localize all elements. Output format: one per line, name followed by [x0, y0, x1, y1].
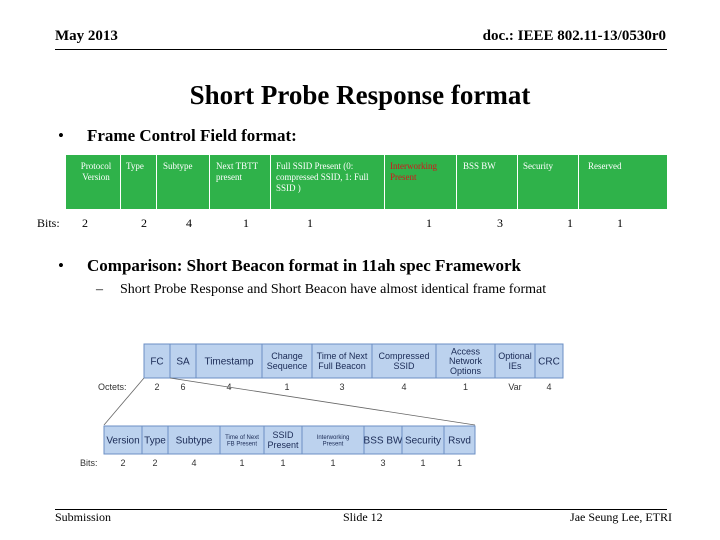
- bits-value: 1: [426, 216, 432, 230]
- fc-sub-field-label-security: Security: [404, 435, 442, 447]
- octets-value-fc: 2: [154, 382, 160, 392]
- bits-value: 2: [141, 216, 147, 230]
- fc-sub-bits-value-security: 1: [420, 458, 426, 468]
- frame-field-label-timestamp: Timestamp: [204, 356, 254, 368]
- frame-field-label-crc: CRC: [538, 356, 560, 368]
- bits-value: 1: [567, 216, 573, 230]
- octets-value-access-network-options: 1: [462, 382, 469, 392]
- fc-sub-field-label-rsvd: Rsvd: [448, 435, 471, 447]
- fc-sub-bits-label: Bits:: [80, 458, 98, 468]
- octets-value-time-of-next-full-beacon: 3: [339, 382, 345, 392]
- fc-sub-field-label-bss-bw: BSS BW: [363, 435, 403, 447]
- fc-sub-field-label-interworking-present: Interworking Present: [316, 434, 350, 448]
- octets-value-sa: 6: [180, 382, 186, 392]
- bits-value: 4: [186, 216, 192, 230]
- frame-field-label-fc: FC: [150, 356, 164, 368]
- fc-field-full-ssid: Full SSID Present (0: compressed SSID, 1: Full SSID ): [276, 161, 369, 193]
- octets-value-crc: 4: [546, 382, 552, 392]
- fc-sub-field-label-type: Type: [144, 435, 166, 447]
- frame-field-label-compressed-ssid: Compressed SSID: [378, 351, 430, 372]
- bits-label: Bits:: [37, 216, 60, 230]
- fc-field-protocol-version: Protocol Version: [80, 161, 112, 182]
- fc-sub-bits-value-time-of-next-fb-present: 1: [239, 458, 245, 468]
- frame-field-label-time-of-next-full-beacon: Time of Next Full Beacon: [316, 351, 368, 372]
- bits-value: 1: [307, 216, 313, 230]
- frame-field-label-optional-ies: Optional IEs: [498, 351, 532, 372]
- bullet-text: Comparison: Short Beacon format in 11ah spec Framework: [87, 256, 521, 275]
- octets-value-compressed-ssid: 4: [401, 382, 407, 392]
- footer-author: Jae Seung Lee, ETRI: [570, 510, 672, 524]
- octets-value-change-sequence: 1: [284, 382, 290, 392]
- fc-sub-field-label-subtype: Subtype: [175, 435, 213, 447]
- fc-sub-bits-value-ssid-present: 1: [280, 458, 286, 468]
- fc-sub-bits-value-version: 2: [120, 458, 126, 468]
- octets-label: Octets:: [98, 382, 127, 392]
- frame-field-label-change-sequence: Change Sequence: [266, 351, 308, 372]
- bits-value: 2: [82, 216, 88, 230]
- fc-field-security: Security: [523, 161, 553, 171]
- fc-field-reserved: Reserved: [588, 161, 622, 171]
- bits-value: 1: [243, 216, 249, 230]
- fc-field-interworking: Interworking Present: [390, 161, 437, 182]
- header-date: May 2013: [55, 28, 118, 44]
- fc-sub-field-label-ssid-present: SSID Present: [267, 430, 299, 451]
- slide-title: Short Probe Response format: [189, 80, 531, 110]
- footer-slide-number: Slide 12: [343, 510, 383, 524]
- fc-sub-bits-value-rsvd: 1: [456, 458, 463, 468]
- expand-line-right: [170, 378, 475, 425]
- bits-value: 1: [617, 216, 623, 230]
- bits-value: 3: [497, 216, 503, 230]
- fc-sub-bits-value-bss-bw: 3: [380, 458, 386, 468]
- fc-field-next-tbtt: Next TBTT present: [216, 161, 258, 182]
- sub-bullet-dash: –: [96, 282, 103, 297]
- fc-sub-bits-value-type: 2: [152, 458, 158, 468]
- frame-field-label-access-network-options: Access Network Options: [448, 346, 483, 377]
- fc-sub-field-label-time-of-next-fb-present: Time of Next FB Present: [225, 434, 259, 448]
- bullet-dot: •: [58, 126, 64, 145]
- header-doc-id: doc.: IEEE 802.11-13/0530r0: [482, 28, 666, 44]
- bullet-text: Frame Control Field format:: [87, 126, 297, 145]
- fc-sub-bits-value-interworking-present: 1: [330, 458, 336, 468]
- fc-sub-field-label-version: Version: [106, 435, 140, 447]
- bullet-dot: •: [58, 256, 64, 275]
- sub-bullet-text: Short Probe Response and Short Beacon have almost identical frame format: [120, 282, 547, 297]
- fc-field-bss-bw: BSS BW: [463, 161, 496, 171]
- fc-field-type: Type: [126, 161, 144, 171]
- frame-field-label-sa: SA: [176, 356, 190, 368]
- footer-submission: Submission: [55, 510, 112, 524]
- fc-field-subtype: Subtype: [163, 161, 193, 171]
- fc-sub-bits-value-subtype: 4: [191, 458, 197, 468]
- octets-value-optional-ies: Var: [508, 382, 522, 392]
